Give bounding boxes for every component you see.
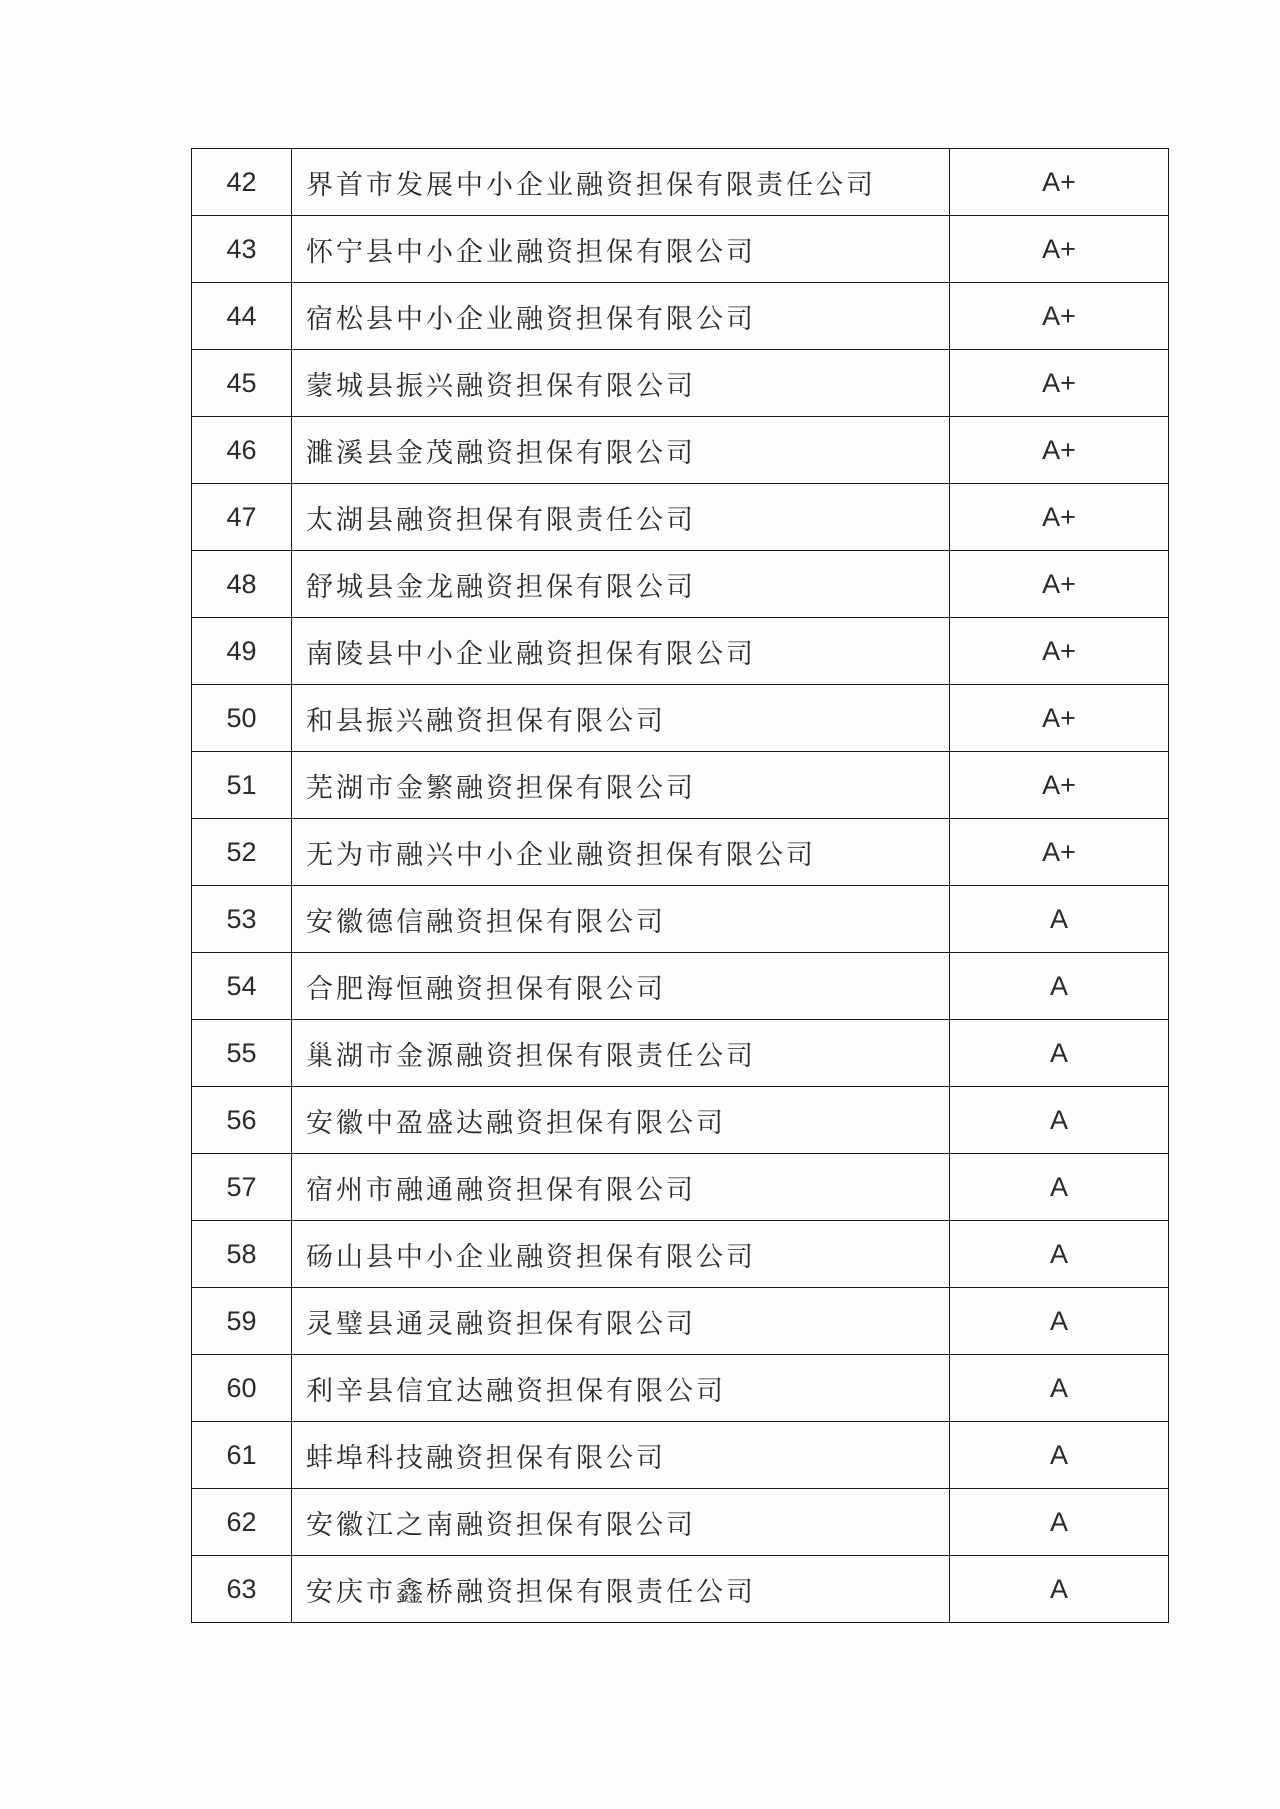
row-number: 49 bbox=[192, 618, 292, 685]
table-row bbox=[192, 350, 1169, 417]
table-row bbox=[192, 886, 1169, 953]
guarantee-company-rating-table bbox=[191, 148, 1169, 1623]
company-name: 界首市发展中小企业融资担保有限责任公司 bbox=[292, 149, 950, 216]
row-number: 44 bbox=[192, 283, 292, 350]
credit-grade: A+ bbox=[950, 752, 1169, 819]
row-number: 53 bbox=[192, 886, 292, 953]
credit-grade: A+ bbox=[950, 350, 1169, 417]
table-row bbox=[192, 1154, 1169, 1221]
company-name: 蒙城县振兴融资担保有限公司 bbox=[292, 350, 950, 417]
credit-grade: A bbox=[950, 1154, 1169, 1221]
table-row bbox=[192, 216, 1169, 283]
row-number: 59 bbox=[192, 1288, 292, 1355]
credit-grade: A+ bbox=[950, 618, 1169, 685]
table-row bbox=[192, 1288, 1169, 1355]
table-row bbox=[192, 551, 1169, 618]
company-name: 芜湖市金繁融资担保有限公司 bbox=[292, 752, 950, 819]
credit-grade: A+ bbox=[950, 484, 1169, 551]
credit-grade: A bbox=[950, 1489, 1169, 1556]
table-row bbox=[192, 484, 1169, 551]
company-name: 利辛县信宜达融资担保有限公司 bbox=[292, 1355, 950, 1422]
row-number: 54 bbox=[192, 953, 292, 1020]
credit-grade: A bbox=[950, 1221, 1169, 1288]
row-number: 45 bbox=[192, 350, 292, 417]
table-body bbox=[192, 149, 1169, 1623]
credit-grade: A bbox=[950, 1020, 1169, 1087]
row-number: 62 bbox=[192, 1489, 292, 1556]
company-name: 砀山县中小企业融资担保有限公司 bbox=[292, 1221, 950, 1288]
row-number: 52 bbox=[192, 819, 292, 886]
company-name: 濉溪县金茂融资担保有限公司 bbox=[292, 417, 950, 484]
company-name: 和县振兴融资担保有限公司 bbox=[292, 685, 950, 752]
row-number: 55 bbox=[192, 1020, 292, 1087]
company-name: 宿州市融通融资担保有限公司 bbox=[292, 1154, 950, 1221]
row-number: 60 bbox=[192, 1355, 292, 1422]
table-row bbox=[192, 618, 1169, 685]
credit-grade: A bbox=[950, 1422, 1169, 1489]
credit-grade: A+ bbox=[950, 216, 1169, 283]
table-row bbox=[192, 685, 1169, 752]
company-name: 安徽德信融资担保有限公司 bbox=[292, 886, 950, 953]
table-row bbox=[192, 283, 1169, 350]
table-row bbox=[192, 1087, 1169, 1154]
table-row bbox=[192, 819, 1169, 886]
credit-grade: A bbox=[950, 953, 1169, 1020]
company-name: 巢湖市金源融资担保有限责任公司 bbox=[292, 1020, 950, 1087]
credit-grade: A bbox=[950, 886, 1169, 953]
company-name: 南陵县中小企业融资担保有限公司 bbox=[292, 618, 950, 685]
credit-grade: A bbox=[950, 1087, 1169, 1154]
row-number: 56 bbox=[192, 1087, 292, 1154]
company-name: 灵璧县通灵融资担保有限公司 bbox=[292, 1288, 950, 1355]
credit-grade: A+ bbox=[950, 819, 1169, 886]
row-number: 50 bbox=[192, 685, 292, 752]
row-number: 46 bbox=[192, 417, 292, 484]
table-row bbox=[192, 1355, 1169, 1422]
company-name: 安徽中盈盛达融资担保有限公司 bbox=[292, 1087, 950, 1154]
company-name: 太湖县融资担保有限责任公司 bbox=[292, 484, 950, 551]
row-number: 48 bbox=[192, 551, 292, 618]
table-row bbox=[192, 1556, 1169, 1623]
company-name: 无为市融兴中小企业融资担保有限公司 bbox=[292, 819, 950, 886]
row-number: 43 bbox=[192, 216, 292, 283]
company-name: 合肥海恒融资担保有限公司 bbox=[292, 953, 950, 1020]
company-name: 舒城县金龙融资担保有限公司 bbox=[292, 551, 950, 618]
credit-grade: A+ bbox=[950, 149, 1169, 216]
row-number: 42 bbox=[192, 149, 292, 216]
credit-grade: A+ bbox=[950, 551, 1169, 618]
row-number: 51 bbox=[192, 752, 292, 819]
table-row bbox=[192, 1422, 1169, 1489]
company-name: 安庆市鑫桥融资担保有限责任公司 bbox=[292, 1556, 950, 1623]
row-number: 63 bbox=[192, 1556, 292, 1623]
credit-grade: A bbox=[950, 1355, 1169, 1422]
row-number: 57 bbox=[192, 1154, 292, 1221]
credit-grade: A+ bbox=[950, 685, 1169, 752]
table-row bbox=[192, 953, 1169, 1020]
table-row bbox=[192, 1489, 1169, 1556]
credit-grade: A bbox=[950, 1288, 1169, 1355]
row-number: 58 bbox=[192, 1221, 292, 1288]
credit-grade: A+ bbox=[950, 417, 1169, 484]
company-name: 怀宁县中小企业融资担保有限公司 bbox=[292, 216, 950, 283]
company-name: 蚌埠科技融资担保有限公司 bbox=[292, 1422, 950, 1489]
row-number: 61 bbox=[192, 1422, 292, 1489]
row-number: 47 bbox=[192, 484, 292, 551]
table-row bbox=[192, 149, 1169, 216]
table-row bbox=[192, 417, 1169, 484]
company-name: 安徽江之南融资担保有限公司 bbox=[292, 1489, 950, 1556]
credit-grade: A+ bbox=[950, 283, 1169, 350]
table-row bbox=[192, 752, 1169, 819]
credit-grade: A bbox=[950, 1556, 1169, 1623]
table-row bbox=[192, 1020, 1169, 1087]
company-name: 宿松县中小企业融资担保有限公司 bbox=[292, 283, 950, 350]
table-row bbox=[192, 1221, 1169, 1288]
